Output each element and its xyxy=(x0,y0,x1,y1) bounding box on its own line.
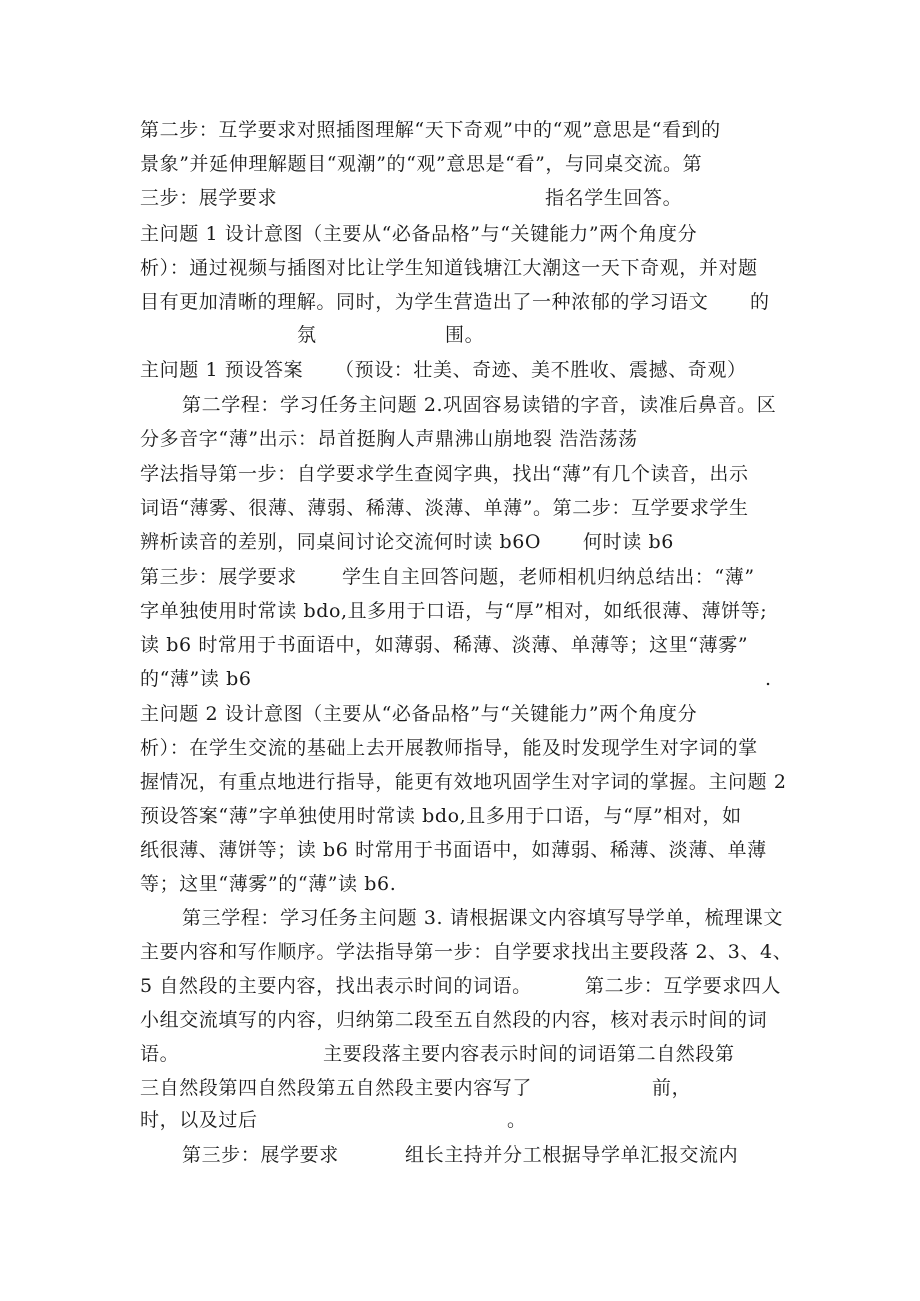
text-line: 第三步：展学要求 xyxy=(140,566,297,588)
text-line: 第三步：展学要求 xyxy=(182,1144,339,1166)
text-line: 主问题 2 设计意图（主要从“必备品格”与“关键能力”两个角度分 xyxy=(140,703,698,725)
text-fragment: 主要段落主要内容表示时间的词语第二自然段第 xyxy=(323,1043,735,1065)
text-line: 析）：在学生交流的基础上去开展教师指导，能及时发现学生对字词的掌 xyxy=(140,737,758,759)
text-line: 纸很薄、薄饼等；读 b6 时常用于书面语中，如薄弱、稀薄、淡薄、单薄 xyxy=(140,839,767,861)
text-line: 第二步：互学要求对照插图理解“天下奇观”中的“观”意思是“看到的 xyxy=(140,119,721,141)
text-line: 景象”并延伸理解题目“观潮”的“观”意思是“看”，与同桌交流。第 xyxy=(140,153,703,175)
text-line: 目有更加清晰的理解。同时，为学生营造出了一种浓郁的学习语文 xyxy=(140,291,709,313)
text-fragment: 指名学生回答。 xyxy=(545,187,683,209)
text-fragment: 前， xyxy=(652,1077,692,1099)
text-line: 分多音字“薄”出示：昂首挺胸人声鼎沸山崩地裂 浩浩荡荡 xyxy=(140,428,638,450)
text-line: 的“薄”读 b6 xyxy=(140,668,252,690)
text-line: 时，以及过后 xyxy=(140,1109,258,1131)
text-fragment: 的 xyxy=(750,291,770,313)
text-line: 等；这里“薄雾”的“薄”读 b6. xyxy=(140,873,397,895)
text-line: 小组交流填写的内容，归纳第二段至五自然段的内容，核对表示时间的词 xyxy=(140,1009,768,1031)
text-line: 三自然段第四自然段第五自然段主要内容写了 xyxy=(140,1077,533,1099)
text-line: 辨析读音的差别，同桌间讨论交流何时读 b6O xyxy=(140,531,542,553)
text-fragment: 第二步：互学要求四人 xyxy=(585,975,782,997)
text-line: 三步：展学要求 xyxy=(140,187,278,209)
text-fragment: （预设：壮美、奇迹、美不胜收、震撼、奇观） xyxy=(335,359,747,381)
text-line: 学法指导第一步：自学要求学生查阅字典，找出“薄”有几个读音，出示 xyxy=(140,463,749,485)
text-line: 预设答案“薄”字单独使用时常读 bdo,且多用于口语，与“厚”相对，如 xyxy=(140,805,742,827)
text-line: 字单独使用时常读 bdo,且多用于口语，与“厚”相对，如纸很薄、薄饼等; xyxy=(140,600,768,622)
text-line: 第三学程：学习任务主问题 3. 请根据课文内容填写导学单，梳理课文 xyxy=(182,907,784,929)
text-line: 主问题 1 设计意图（主要从“必备品格”与“关键能力”两个角度分 xyxy=(140,223,698,245)
text-line: 词语“薄雾、很薄、薄弱、稀薄、淡薄、单薄”。第二步：互学要求学生 xyxy=(140,497,749,519)
text-fragment: 何时读 b6 xyxy=(583,531,674,553)
text-fragment: 。 xyxy=(507,1109,527,1131)
text-line: 析）：通过视频与插图对比让学生知道钱塘江大潮这一天下奇观，并对题 xyxy=(140,257,758,279)
text-fragment: 组长主持并分工根据导学单汇报交流内 xyxy=(405,1144,739,1166)
text-line: 主要内容和写作顺序。学法指导第一步：自学要求找出主要段落 2、3、4、 xyxy=(140,941,793,963)
text-line: 5 自然段的主要内容，找出表示时间的词语。 xyxy=(140,975,532,997)
text-fragment: 围。 xyxy=(445,324,485,346)
text-fragment: 氛 xyxy=(297,324,317,346)
text-fragment: 学生自主回答问题，老师相机归纳总结出：“薄” xyxy=(342,566,755,588)
text-line: 握情况，有重点地进行指导，能更有效地巩固学生对字词的掌握。主问题 2 xyxy=(140,771,787,793)
text-line: 语。 xyxy=(140,1043,180,1065)
text-line: 第二学程：学习任务主问题 2.巩固容易读错的字音，读准后鼻音。区 xyxy=(182,394,777,416)
text-line: 主问题 1 预设答案 xyxy=(140,359,304,381)
text-line: 读 b6 时常用于书面语中，如薄弱、稀薄、淡薄、单薄等；这里“薄雾” xyxy=(140,634,749,656)
text-fragment: . xyxy=(765,668,772,690)
